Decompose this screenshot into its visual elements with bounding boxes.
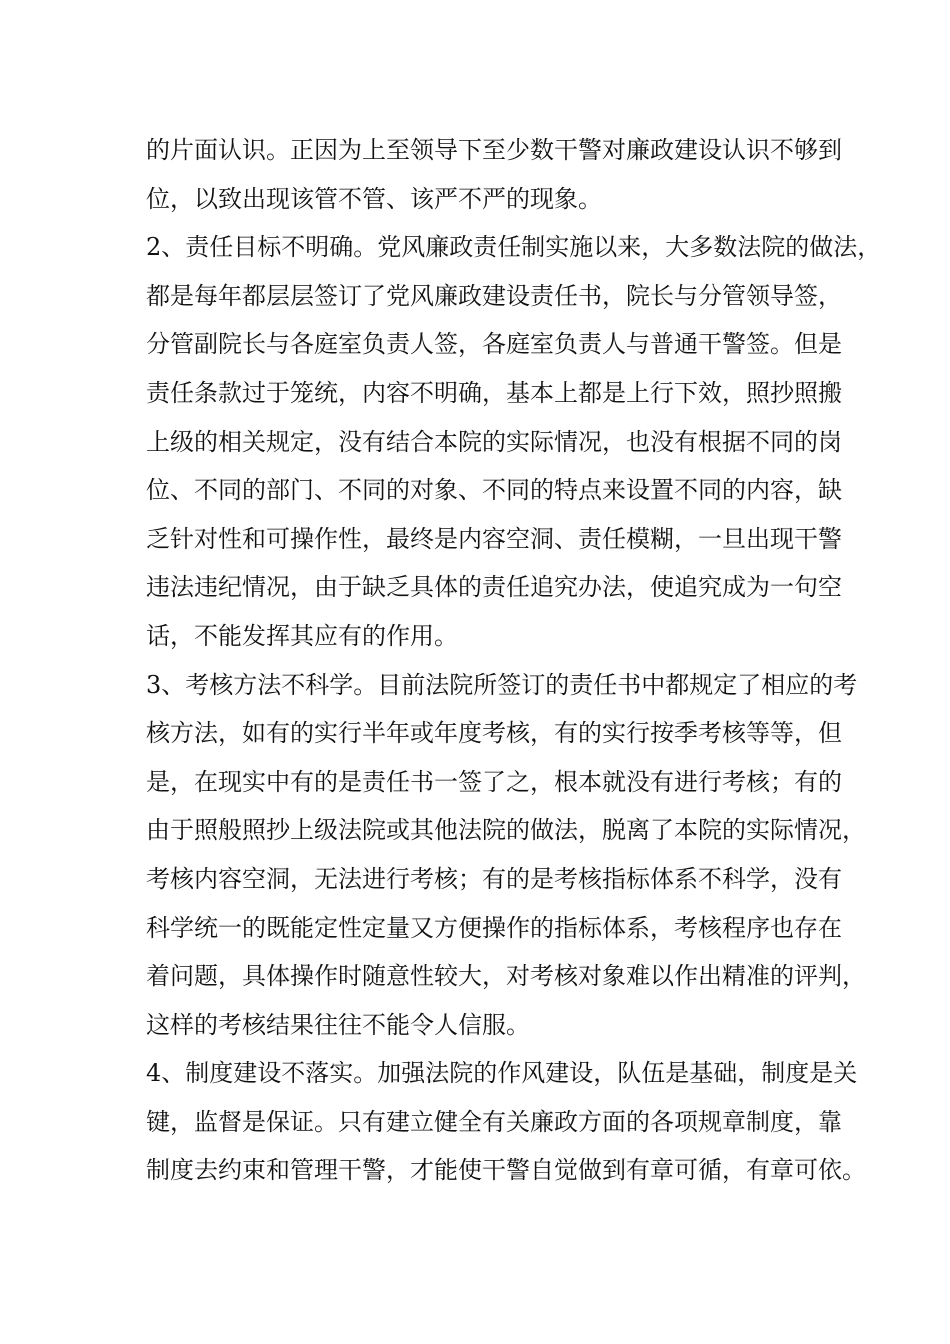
text-line: 责任条款过于笼统，内容不明确，基本上都是上行下效，照抄照搬: [146, 378, 842, 407]
text-line: 2、责任目标不明确。党风廉政责任制实施以来，大多数法院的做法，: [146, 233, 882, 262]
text-line: 键，监督是保证。只有建立健全有关廉政方面的各项规章制度，靠: [146, 1107, 842, 1136]
text-line: 上级的相关规定，没有结合本院的实际情况，也没有根据不同的岗: [146, 427, 842, 456]
text-line: 这样的考核结果往往不能令人信服。: [146, 1010, 530, 1039]
text-line: 乏针对性和可操作性，最终是内容空洞、责任模糊，一旦出现干警: [146, 524, 842, 553]
text-line: 科学统一的既能定性定量又方便操作的指标体系，考核程序也存在: [146, 913, 842, 942]
text-line: 位、不同的部门、不同的对象、不同的特点来设置不同的内容，缺: [146, 476, 842, 505]
text-line: 由于照般照抄上级法院或其他法院的做法，脱离了本院的实际情况，: [146, 816, 866, 845]
text-line: 违法违纪情况，由于缺乏具体的责任追究办法，使追究成为一句空: [146, 573, 842, 602]
text-line: 是，在现实中有的是责任书一签了之，根本就没有进行考核；有的: [146, 767, 842, 796]
text-line: 话，不能发挥其应有的作用。: [146, 621, 458, 650]
body-text: [146, 126, 882, 1195]
text-line: 位，以致出现该管不管、该严不严的现象。: [146, 184, 602, 213]
text-line: 考核内容空洞，无法进行考核；有的是考核指标体系不科学，没有: [146, 864, 842, 893]
text-line: 都是每年都层层签订了党风廉政建设责任书，院长与分管领导签，: [146, 281, 842, 310]
text-line: 分管副院长与各庭室负责人签，各庭室负责人与普通干警签。但是: [146, 330, 842, 359]
text-line: 着问题，具体操作时随意性较大，对考核对象难以作出精准的评判，: [146, 962, 866, 991]
text-line: 制度去约束和管理干警，才能使干警自觉做到有章可循，有章可依。: [146, 1156, 866, 1185]
text-line: 核方法，如有的实行半年或年度考核，有的实行按季考核等等，但: [146, 719, 842, 748]
text-line: 的片面认识。正因为上至领导下至少数干警对廉政建设认识不够到: [146, 136, 842, 164]
text-line: 3、考核方法不科学。目前法院所签订的责任书中都规定了相应的考: [146, 670, 858, 699]
text-line: 4、制度建设不落实。加强法院的作风建设，队伍是基础，制度是关: [146, 1059, 858, 1088]
